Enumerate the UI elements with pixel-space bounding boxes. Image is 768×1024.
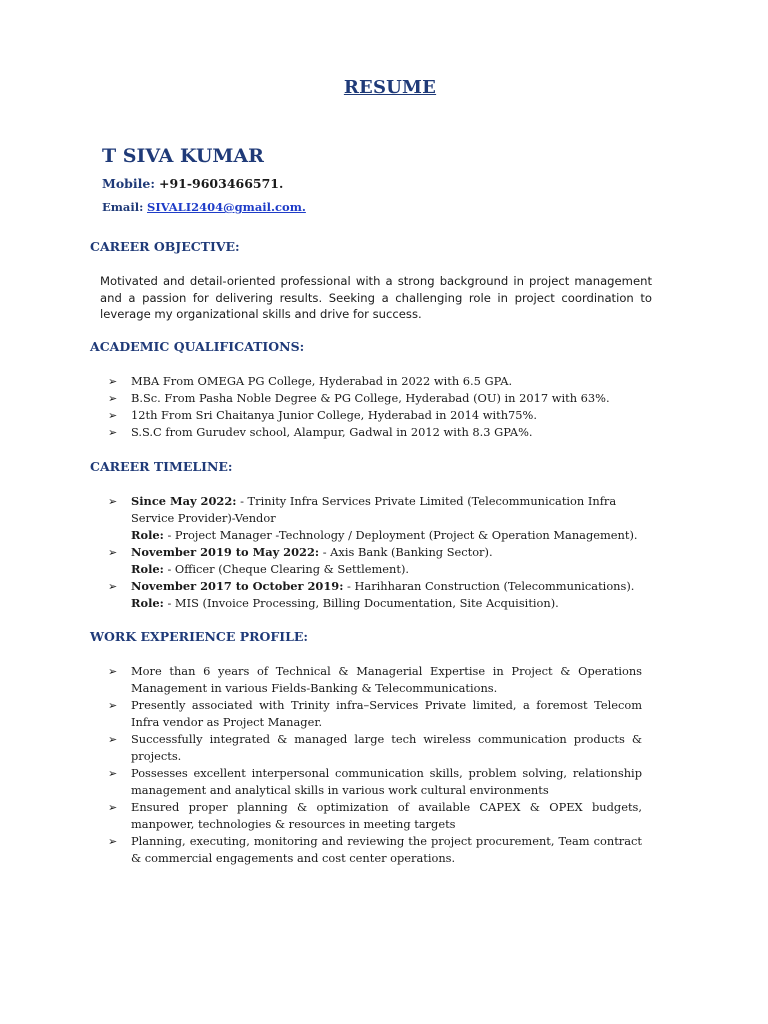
mobile-line bbox=[102, 176, 283, 191]
timeline-role: Role: - Officer (Cheque Clearing & Settlement). bbox=[131, 562, 410, 576]
career-timeline-heading: CAREER TIMELINE: bbox=[90, 459, 233, 474]
mobile-value: +91-9603466571. bbox=[158, 176, 284, 191]
timeline-role: Role: - Project Manager -Technology / Deployment (Project & Operation Management). bbox=[131, 528, 638, 542]
list-item: ➢ Presently associated with Trinity infra–Services Private limited, a foremost Telecom Infra vendor as Project Manager. bbox=[108, 698, 642, 729]
academic-list bbox=[108, 373, 642, 441]
timeline-company: - Trinity Infra Services Private Limited (Telecommunication Infra Service Provider)-Vendor bbox=[131, 494, 617, 525]
work-experience-heading: WORK EXPERIENCE PROFILE: bbox=[90, 629, 309, 644]
timeline-item bbox=[108, 578, 648, 612]
career-objective-heading: CAREER OBJECTIVE: bbox=[90, 239, 240, 254]
arrow-bullet-icon: ➢ bbox=[108, 392, 118, 405]
timeline-item bbox=[108, 544, 648, 578]
list-item: ➢ Possesses excellent interpersonal communication skills, problem solving, relationship management and analytical skills in various work cultural environments bbox=[108, 766, 642, 797]
mobile-label: Mobile: bbox=[102, 176, 155, 191]
list-item: ➢ B.Sc. From Pasha Noble Degree & PG College, Hyderabad (OU) in 2017 with 63%. bbox=[108, 391, 610, 405]
timeline-company: - Harihharan Construction (Telecommunications). bbox=[343, 579, 635, 593]
list-item: ➢ Successfully integrated & managed large tech wireless communication products & projects. bbox=[108, 732, 642, 763]
list-item: ➢ Ensured proper planning & optimization of available CAPEX & OPEX budgets, manpower, technologies & resources in meeting targets bbox=[108, 800, 642, 831]
arrow-bullet-icon: ➢ bbox=[108, 375, 118, 388]
timeline-company: - Axis Bank (Banking Sector). bbox=[319, 545, 493, 559]
candidate-name: T SIVA KUMAR bbox=[102, 145, 264, 167]
list-item: ➢ Planning, executing, monitoring and reviewing the project procurement, Team contract & commercial engagements and cost center operations. bbox=[108, 834, 642, 865]
timeline-item bbox=[108, 493, 648, 544]
arrow-bullet-icon: ➢ bbox=[108, 801, 118, 814]
academic-heading: ACADEMIC QUALIFICATIONS: bbox=[90, 339, 305, 354]
career-objective-text: Motivated and detail-oriented professional with a strong background in project management and a passion for delivering results. Seeking a challenging role in project coordination to leverage my organizational skills and drive for success. bbox=[100, 274, 652, 322]
arrow-bullet-icon: ➢ bbox=[108, 580, 118, 593]
work-experience-list bbox=[108, 663, 642, 867]
page-title: RESUME bbox=[343, 77, 437, 98]
email-label: Email: bbox=[102, 200, 144, 214]
list-item: ➢ S.S.C from Gurudev school, Alampur, Gadwal in 2012 with 8.3 GPA%. bbox=[108, 425, 533, 439]
timeline-period: Since May 2022: bbox=[131, 494, 237, 508]
arrow-bullet-icon: ➢ bbox=[108, 546, 118, 559]
email-link[interactable]: SIVALI2404@gmail.com. bbox=[147, 200, 306, 214]
list-item: ➢ MBA From OMEGA PG College, Hyderabad in 2022 with 6.5 GPA. bbox=[108, 374, 513, 388]
arrow-bullet-icon: ➢ bbox=[108, 767, 118, 780]
timeline-list bbox=[108, 493, 648, 612]
arrow-bullet-icon: ➢ bbox=[108, 835, 118, 848]
arrow-bullet-icon: ➢ bbox=[108, 665, 118, 678]
timeline-period: November 2019 to May 2022: bbox=[131, 545, 320, 559]
arrow-bullet-icon: ➢ bbox=[108, 733, 118, 746]
list-item: ➢ 12th From Sri Chaitanya Junior College, Hyderabad in 2014 with75%. bbox=[108, 408, 537, 422]
list-item: ➢ More than 6 years of Technical & Managerial Expertise in Project & Operations Management in various Fields-Banking & Telecommunications. bbox=[108, 664, 642, 695]
timeline-period: November 2017 to October 2019: bbox=[131, 579, 344, 593]
arrow-bullet-icon: ➢ bbox=[108, 426, 118, 439]
arrow-bullet-icon: ➢ bbox=[108, 495, 118, 508]
arrow-bullet-icon: ➢ bbox=[108, 409, 118, 422]
timeline-role: Role: - MIS (Invoice Processing, Billing Documentation, Site Acquisition). bbox=[131, 596, 559, 610]
arrow-bullet-icon: ➢ bbox=[108, 699, 118, 712]
email-line bbox=[102, 200, 306, 214]
